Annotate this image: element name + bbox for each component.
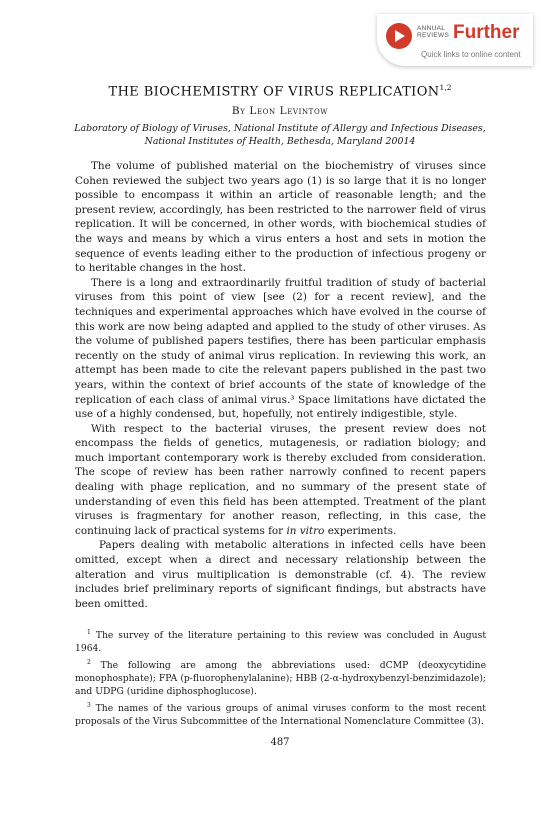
annual-reviews-brand: ANNUAL REVIEWS [417, 25, 450, 39]
author-line: By Leon Levintow [231, 105, 329, 117]
footnote: $^3$ The names of the various groups of animal viruses conform to the most recent proposals of the Virus Subcommittee of the International Nomenclature Committee (3). [75, 702, 487, 728]
italic-in-vitro: in vitro [286, 524, 325, 537]
further-badge[interactable] [377, 14, 533, 66]
further-label: Further [453, 22, 520, 43]
paragraph: There is a long and extraordinarily fruitful tradition of study of bacterial viruses from this point of view [see (2) for a recent review], and the techniques and experimental approaches which have evolved in the course of this work are now being adapted and applied to the study of other viruses. As the volume of published papers testifies, there has been particular emphasis recently on the study of animal virus replication. In reviewing this work, an attempt has been made to cite the relevant papers published in the past two years, within the context of brief accounts of the state of knowledge of the replication of each class of animal virus.³ Space limitations have dictated the use of a highly condensed, but, hopefully, not entirely indigestible, style. [75, 276, 486, 421]
paragraph: The volume of published material on the biochemistry of viruses since Cohen reviewed the subject two years ago (1) is so large that it is no longer possible to encompass it within an article of reasonable length; and the present review, accordingly, has been restricted to the narrower field of virus replication. It will be concerned, in other words, with biochemical studies of the ways and means by which a virus enters a host and sets in motion the sequence of events leading either to the production of infectious progeny or to heritable changes in the host. [75, 160, 486, 275]
paragraph: Papers dealing with metabolic alterations in infected cells have been omitted, except when a direct and necessary relationship between the alteration and virus multiplication is demonstrable (cf. 4). The review includes brief preliminary reports of significant findings, but abstracts have been omitted. [75, 539, 486, 610]
article-body [75, 159, 486, 611]
footnote: $^2$ The following are among the abbreviations used: dCMP (deoxycytidine monophosphate); FPA (p-fluorophenylalanine); HBB (2-α-hydroxybenzyl-benzimidazole); and UDPG (uridine diphosphoglucose). [75, 659, 487, 698]
article-title: THE BIOCHEMISTRY OF VIRUS REPLICATION$^{1,2}$ [108, 83, 452, 100]
footnote: $^1$ The survey of the literature pertaining to this review was concluded in August 1964. [75, 629, 487, 655]
annual-reviews-logo-icon [386, 23, 412, 49]
paragraph: With respect to the bacterial viruses, the present review does not encompass the fields of genetics, mutagenesis, or radiation biology; and much important contemporary work is thereby excluded from consideration. The scope of review has been rather narrowly confined to recent papers dealing with phage replication, and no summary of the present state of understanding of even this field has been attempted. Treatment of the plant viruses is fragmentary for another reason, reflecting, in this case, the continuing lack of practical systems for in vitro experiments. [75, 422, 486, 537]
quick-links-text[interactable]: Quick links to online content [421, 50, 521, 59]
title-footnote-marks: 1,2 [439, 83, 452, 92]
page-number: 487 [270, 737, 290, 748]
affiliation: Laboratory of Biology of Viruses, National Institute of Allergy and Infectious Diseases, National Institutes of Health, Bethesda, Maryland 20014 [74, 123, 486, 147]
footnotes [75, 626, 486, 729]
